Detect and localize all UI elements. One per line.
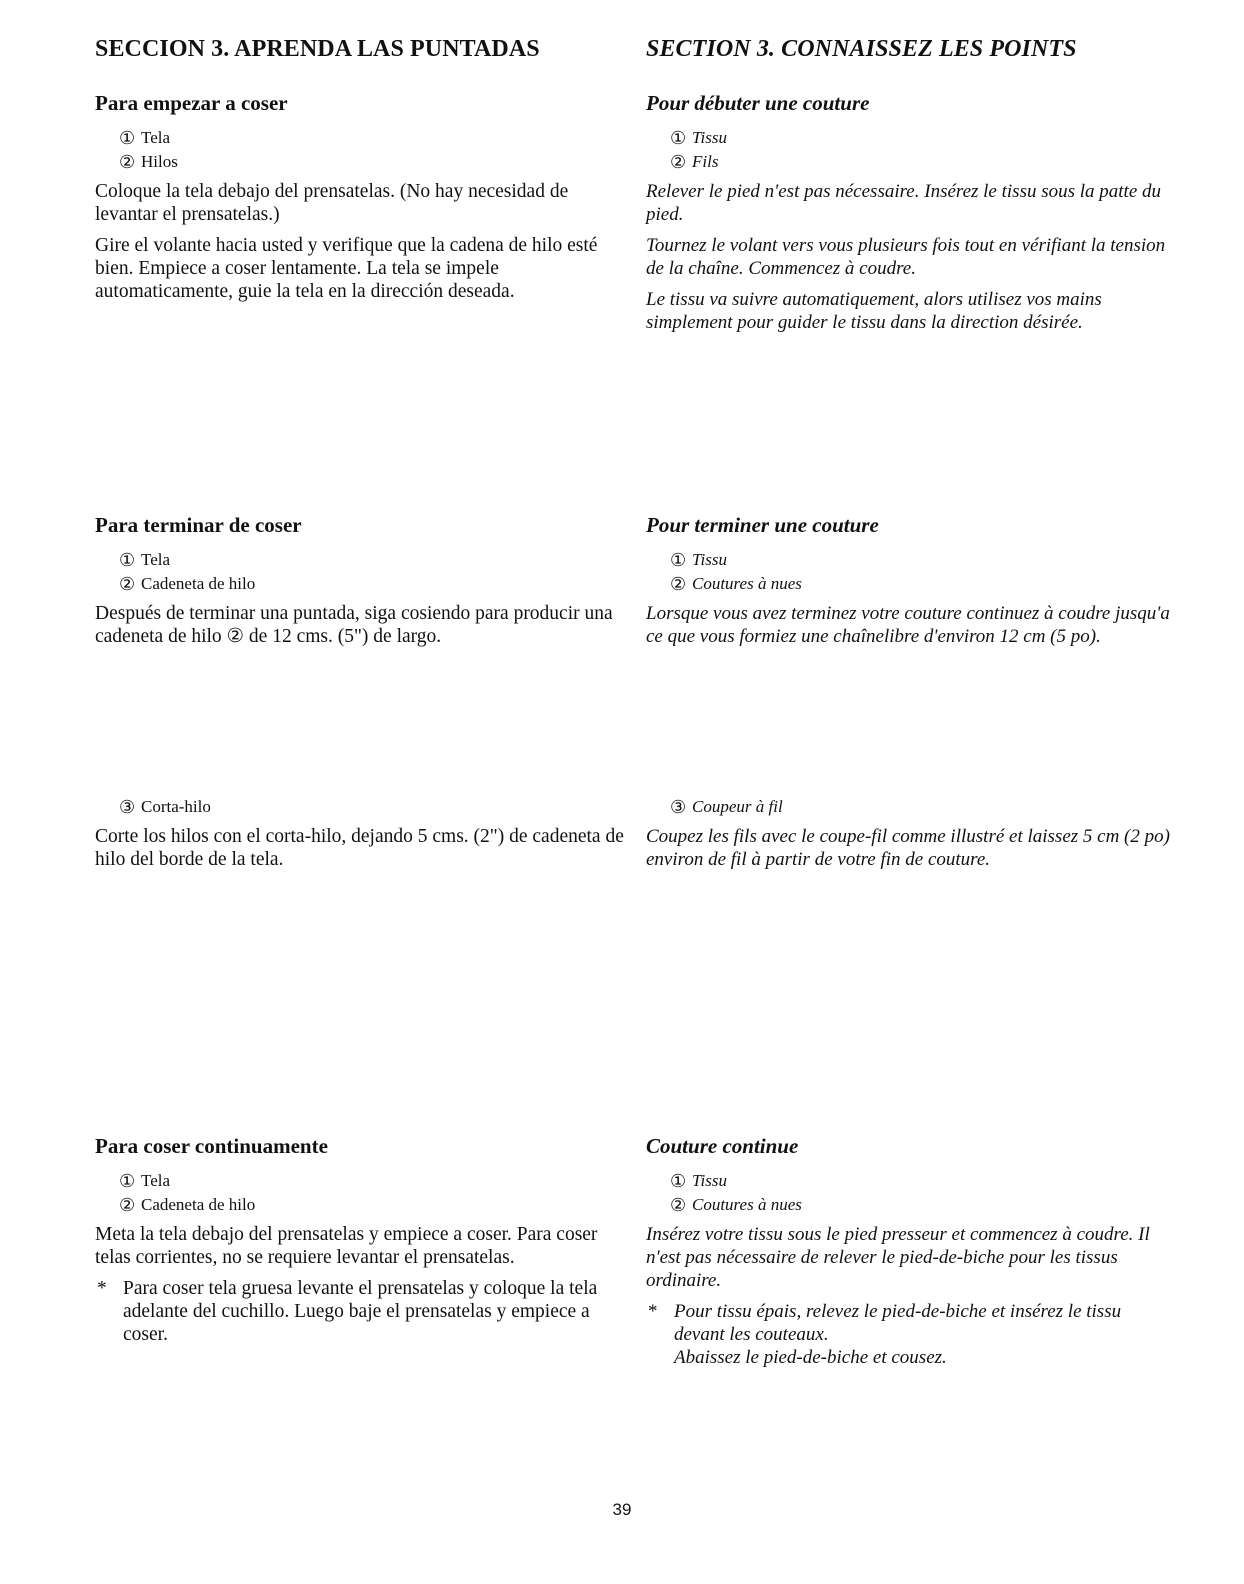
fr-section-finish — [646, 512, 1176, 656]
paragraph: Coloque la tela debajo del prensatelas. (No hay necesidad de levantar el prensatelas.) — [95, 181, 569, 225]
es-legend-finish — [119, 548, 625, 596]
legend-item: ② Coutures à nues — [670, 574, 802, 594]
note — [646, 1300, 1176, 1369]
note-text: Pour tissu épais, relevez le pied-de-biche et insérez le tissu devant les couteaux. Abaissez le pied-de-biche et cousez. — [674, 1301, 1122, 1368]
section-title-fr: SECTION 3. CONNAISSEZ LES POINTS — [646, 36, 1077, 62]
paragraph: Gire el volante hacia usted y verifique que la cadena de hilo esté bien. Empiece a coser lentamente. La tela se impele automaticamente, guie la tela en la dirección deseada. — [95, 235, 598, 302]
es-section-start — [95, 90, 625, 311]
es-section-continuous — [95, 1133, 625, 1346]
fr-legend-start — [670, 126, 1176, 174]
fr-section-cutter — [646, 795, 1176, 879]
section-title-es: SECCION 3. APRENDA LAS PUNTADAS — [95, 36, 540, 62]
es-legend-cutter — [119, 795, 625, 819]
legend-item: ① Tissu — [670, 550, 727, 570]
paragraph: Tournez le volant vers vous plusieurs fois tout en vérifiant la tension de la chaîne. Commencez à coudre. — [646, 235, 1166, 279]
es-section-cutter — [95, 795, 625, 879]
note-text: Para coser tela gruesa levante el prensatelas y coloque la tela adelante del cuchillo. Luego baje el prensatelas y empiece a coser. — [123, 1278, 598, 1345]
fr-section-start — [646, 90, 1176, 342]
paragraph: Le tissu va suivre automatiquement, alors utilisez vos mains simplement pour guider le tissu dans la direction désirée. — [646, 289, 1102, 333]
paragraph: Relever le pied n'est pas nécessaire. Insérez le tissu sous la patte du pied. — [646, 181, 1162, 225]
es-legend-continuous — [119, 1169, 625, 1217]
fr-legend-continuous — [670, 1169, 1176, 1217]
legend-item: ② Coutures à nues — [670, 1195, 802, 1215]
fr-section-continuous — [646, 1133, 1176, 1369]
fr-legend-finish — [670, 548, 1176, 596]
es-heading-finish: Para terminar de coser — [95, 513, 302, 537]
es-section-finish — [95, 512, 625, 656]
paragraph: Corte los hilos con el corta-hilo, dejando 5 cms. (2") de cadeneta de hilo del borde de la tela. — [95, 826, 624, 870]
fr-heading-start: Pour débuter une couture — [646, 91, 870, 115]
fr-legend-cutter — [670, 795, 1176, 819]
fr-heading-finish: Pour terminer une couture — [646, 513, 879, 537]
note-marker: * — [97, 1278, 107, 1299]
es-heading-continuous: Para coser continuamente — [95, 1134, 328, 1158]
legend-item: ③ Corta-hilo — [119, 797, 211, 817]
paragraph: Insérez votre tissu sous le pied presseur et commencez à coudre. Il n'est pas nécessaire de relever le pied-de-biche pour les tissus ordinaire. — [646, 1224, 1150, 1291]
legend-item: ② Fils — [670, 152, 719, 172]
legend-item: ② Cadeneta de hilo — [119, 574, 256, 594]
legend-item: ③ Coupeur à fil — [670, 797, 783, 817]
note — [95, 1277, 625, 1346]
legend-item: ① Tissu — [670, 128, 727, 148]
es-heading-start: Para empezar a coser — [95, 91, 288, 115]
fr-heading-continuous: Couture continue — [646, 1134, 799, 1158]
legend-item: ① Tela — [119, 1171, 171, 1191]
es-legend-start — [119, 126, 625, 174]
paragraph: Meta la tela debajo del prensatelas y empiece a coser. Para coser telas corrientes, no se requiere levantar el prensatelas. — [95, 1224, 598, 1268]
paragraph: Después de terminar una puntada, siga cosiendo para producir una cadeneta de hilo ② de 12 cms. (5") de largo. — [95, 603, 613, 647]
page-number: 39 — [612, 1500, 632, 1519]
legend-item: ① Tela — [119, 128, 171, 148]
note-marker: * — [648, 1301, 658, 1322]
legend-item: ① Tissu — [670, 1171, 727, 1191]
paragraph: Lorsque vous avez terminez votre couture continuez à coudre jusqu'a ce que vous formiez une chaînelibre d'environ 12 cm (5 po). — [646, 603, 1170, 647]
legend-item: ② Cadeneta de hilo — [119, 1195, 256, 1215]
paragraph: Coupez les fils avec le coupe-fil comme illustré et laissez 5 cm (2 po) environ de fil à partir de votre fin de couture. — [646, 826, 1170, 870]
legend-item: ① Tela — [119, 550, 171, 570]
legend-item: ② Hilos — [119, 152, 178, 172]
